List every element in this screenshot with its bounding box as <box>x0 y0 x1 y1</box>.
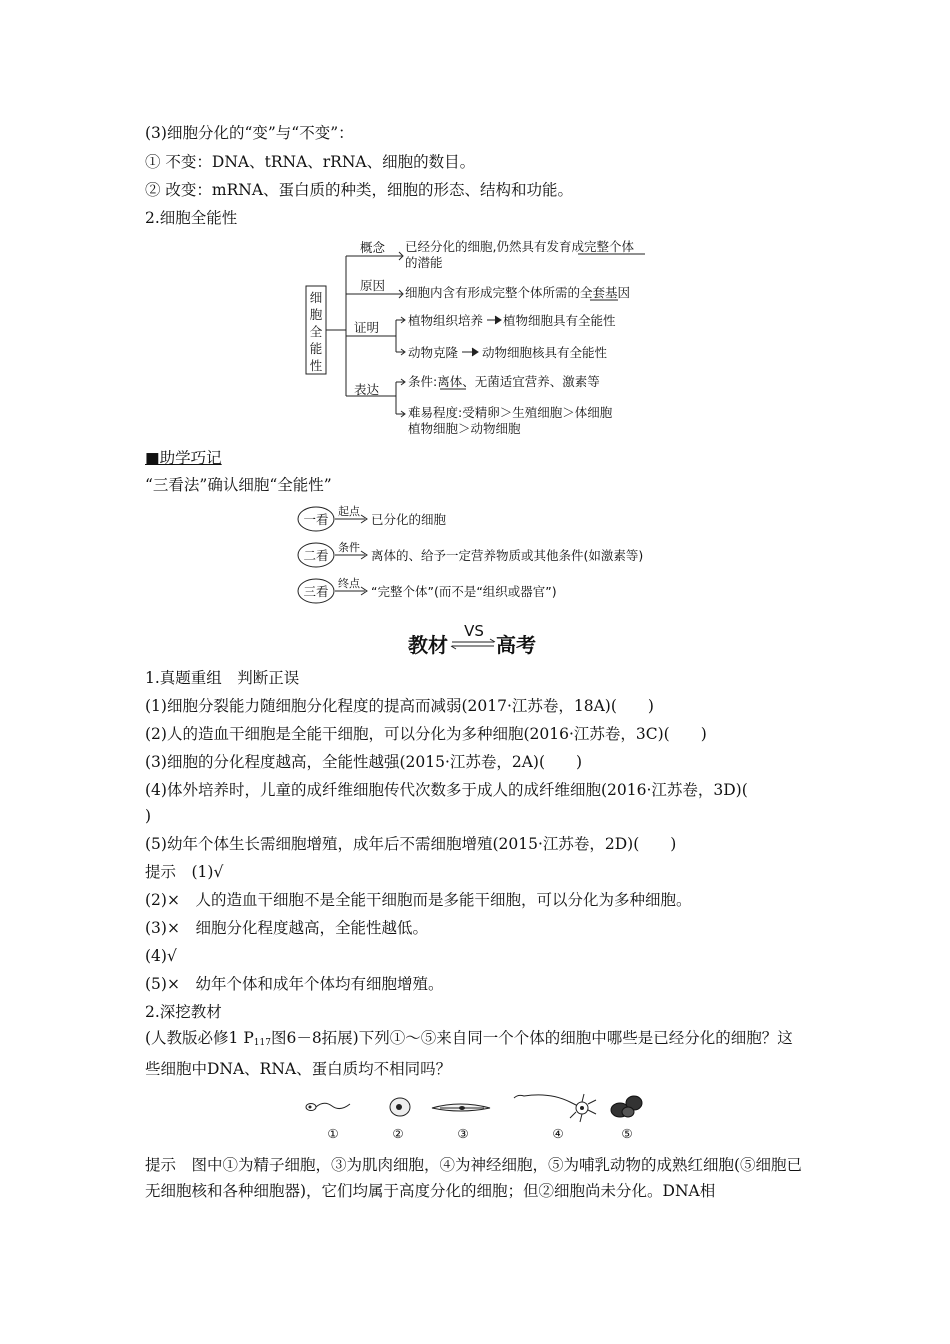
answer-5: (5)× 幼年个体和成年个体均有细胞增殖。 <box>145 975 444 993</box>
quiz-title: 1.真题重组 判断正误 <box>145 669 300 687</box>
end-text: “完整个体”(而不是“组织或器官”) <box>371 584 557 599</box>
concept-line2: 的潜能 <box>405 255 443 270</box>
nucleus-totipotent: 动物细胞核具有全能性 <box>482 345 608 360</box>
branch-concept: 概念 <box>360 240 386 255</box>
answer-4: (4)√ <box>145 947 177 965</box>
textbook-question: (人教版必修1 $P_{117}$图6－8拓展)下列①～⑤来自同一个个体的细胞中哪些是已经分化的细胞？这些细胞中DNA、RNA、蛋白质均不相同吗？ <box>145 1029 793 1078</box>
cell-label-1: ① <box>327 1126 339 1141</box>
concept-line1: 已经分化的细胞,仍然具有发育成完整个体 <box>405 239 634 254</box>
muscle-cell-icon <box>432 1104 490 1111</box>
quiz-q5: (5)幼年个体生长需细胞增殖，成年后不需细胞增殖(2015·江苏卷，2D)( ) <box>145 835 677 853</box>
reason-text: 细胞内含有形成完整个体所需的全套基因 <box>405 285 631 300</box>
red-blood-cell-icon <box>611 1096 642 1117</box>
condition-text: 条件:离体、无菌适宜营养、激素等 <box>408 374 600 389</box>
tip-subtitle: “三看法”确认细胞“全能性” <box>145 476 332 494</box>
quiz-q3: (3)细胞的分化程度越高，全能性越强(2015·江苏卷，2A)( ) <box>145 753 583 771</box>
textbook-answer: 提示 图中①为精子细胞，③为肌肉细胞，④为神经细胞，⑤为哺乳动物的成熟红细胞(⑤细胞已无细胞核和各种细胞器)，它们均属于高度分化的细胞；但②细胞尚未分化。DNA相 <box>145 1156 803 1200</box>
start-text: 已分化的细胞 <box>371 512 447 527</box>
banner-right: 高考 <box>496 633 536 657</box>
textbook-vs-exam-banner <box>408 620 608 660</box>
root-char: 性 <box>309 358 323 373</box>
start-label: 起点 <box>338 505 360 518</box>
quiz-q4-end: ) <box>145 807 152 825</box>
cell-label-5: ⑤ <box>621 1126 633 1141</box>
cell-label-2: ② <box>392 1126 404 1141</box>
banner-vs: VS <box>464 622 484 640</box>
difficulty-text: 难易程度:受精卵＞生殖细胞＞体细胞 <box>408 405 613 420</box>
cell-illustrations <box>300 1088 660 1144</box>
neuron-icon <box>514 1094 596 1122</box>
quiz-q4: (4)体外培养时，儿童的成纤维细胞传代次数多于成人的成纤维细胞(2016·江苏卷，3D)( <box>145 781 748 799</box>
root-char: 胞 <box>309 307 323 322</box>
root-char: 能 <box>309 341 323 356</box>
look-two: 二看 <box>303 548 329 563</box>
look-one: 一看 <box>303 512 329 527</box>
quiz-q2: (2)人的造血干细胞是全能干细胞，可以分化为多种细胞(2016·江苏卷，3C)( ) <box>145 725 707 743</box>
answer-2: (2)× 人的造血干细胞不是全能干细胞而是多能干细胞，可以分化为多种细胞。 <box>145 891 692 909</box>
root-char: 全 <box>309 324 323 339</box>
answer-3: (3)× 细胞分化程度越高，全能性越低。 <box>145 919 428 937</box>
difficulty-text-2: 植物细胞＞动物细胞 <box>408 421 521 436</box>
totipotency-concept-map <box>300 234 660 440</box>
banner-left: 教材 <box>408 633 448 657</box>
unchanged-item: ① 不变：DNA、tRNA、rRNA、细胞的数目。 <box>145 153 476 171</box>
branch-proof: 证明 <box>354 320 380 335</box>
sperm-cell-icon <box>306 1103 350 1110</box>
quiz-q1: (1)细胞分裂能力随细胞分化程度的提高而减弱(2017·江苏卷，18A)( ) <box>145 697 654 715</box>
plant-culture: 植物组织培养 <box>408 313 484 328</box>
branch-express: 表达 <box>354 382 380 397</box>
plant-totipotent: 植物细胞具有全能性 <box>503 313 616 328</box>
cell-label-3: ③ <box>457 1126 469 1141</box>
totipotency-title: 2.细胞全能性 <box>145 209 238 227</box>
tip-heading: ■助学巧记 <box>145 449 222 467</box>
condition-text: 离体的、给予一定营养物质或其他条件(如激素等) <box>371 548 644 563</box>
answer-1: 提示 (1)√ <box>145 863 224 881</box>
three-look-diagram <box>295 502 675 608</box>
animal-clone: 动物克隆 <box>408 345 459 360</box>
condition-label: 条件 <box>338 541 360 554</box>
look-three: 三看 <box>303 584 329 599</box>
end-label: 终点 <box>338 577 360 590</box>
changed-item: ② 改变：mRNA、蛋白质的种类，细胞的形态、结构和功能。 <box>145 181 574 199</box>
textbook-title: 2.深挖教材 <box>145 1003 222 1021</box>
cell-label-4: ④ <box>552 1126 564 1141</box>
root-char: 细 <box>309 290 323 305</box>
diff-heading: (3)细胞分化的“变”与“不变”： <box>145 124 354 142</box>
branch-reason: 原因 <box>360 278 386 293</box>
stem-cell-icon <box>390 1098 410 1116</box>
